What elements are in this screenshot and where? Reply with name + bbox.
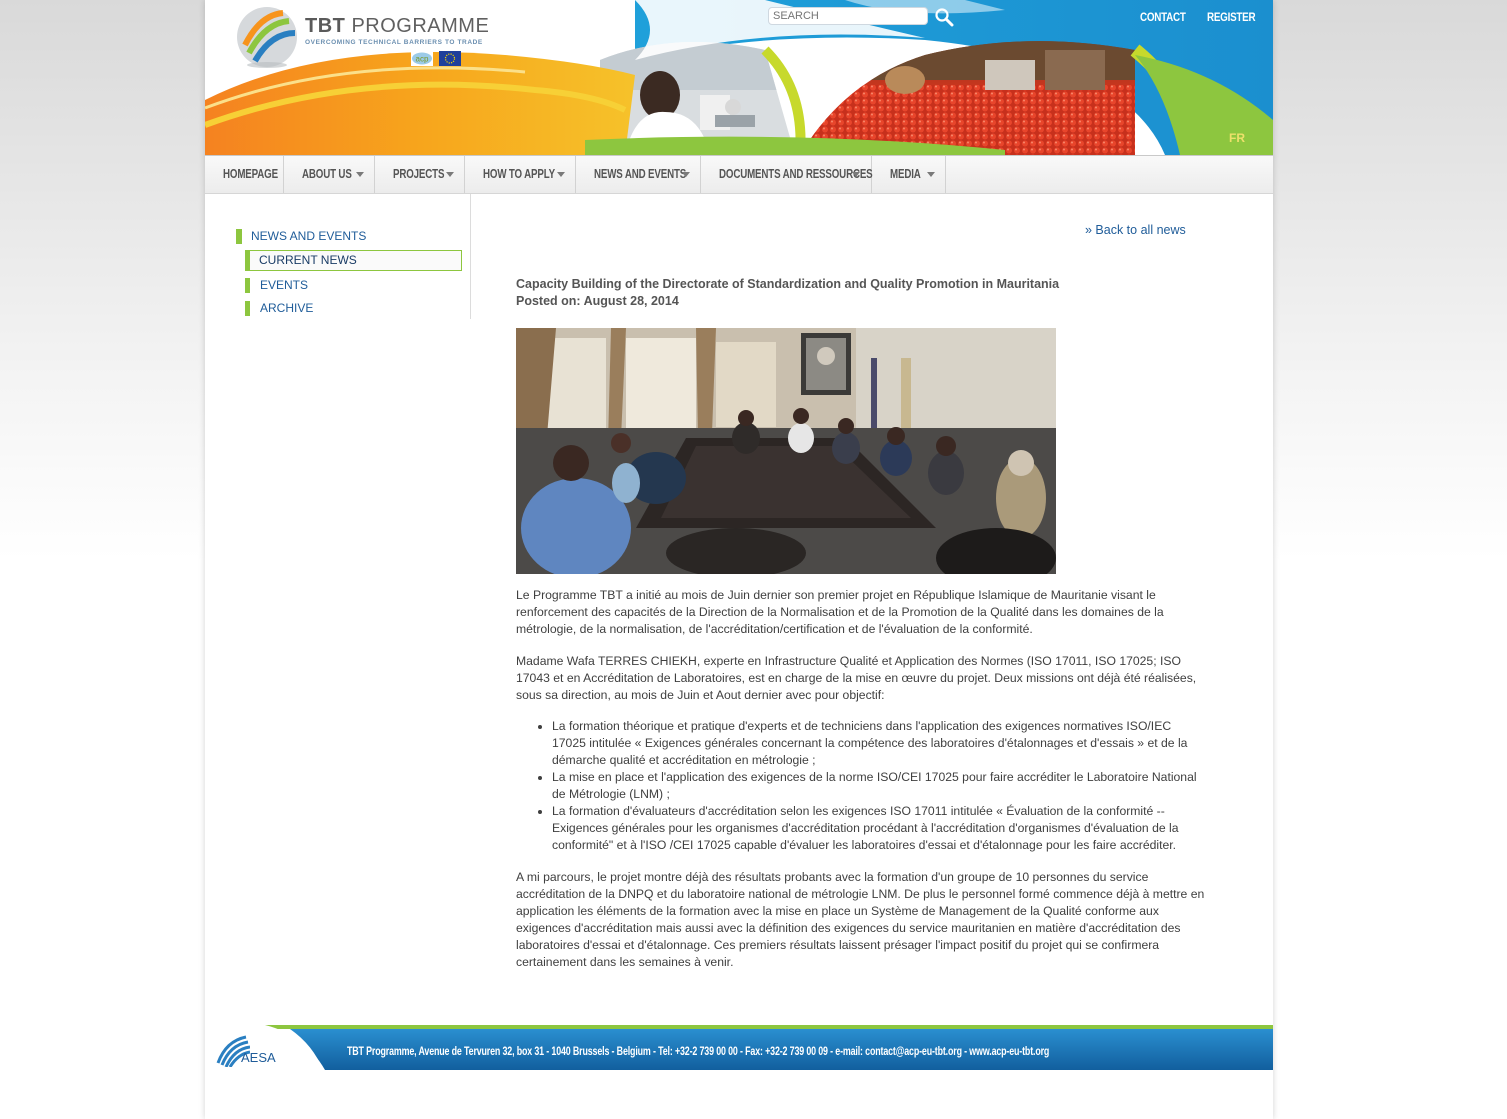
nav-item-label: PROJECTS <box>393 167 445 181</box>
footer <box>205 1025 1273 1070</box>
page-container <box>205 0 1273 1119</box>
chevron-down-icon <box>446 172 454 177</box>
nav-item-media[interactable] <box>872 156 946 193</box>
article-photo <box>516 328 1056 574</box>
nav-item-label: HOW TO APPLY <box>483 167 555 181</box>
logo-subtitle: OVERCOMING TECHNICAL BARRIERS TO TRADE <box>305 39 483 46</box>
nav-item-how-to-apply[interactable] <box>465 156 576 193</box>
acp-logo-icon <box>411 51 433 66</box>
nav-item-news-and-events[interactable] <box>576 156 701 193</box>
chevron-down-icon <box>852 172 860 177</box>
chevron-down-icon <box>927 172 935 177</box>
article-bullet-list <box>516 718 1206 854</box>
sidebar-item-archive[interactable]: ARCHIVE <box>245 301 313 316</box>
list-item: • La formation théorique et pratique d'experts et de techniciens dans l'application des exigences normatives ISO/IEC 17025 intitulée « Exigences générales concernant la compétence des laboratoires d'étalonnages et d'essais » et de la démarche qualité et accréditation en métrologie ; <box>552 718 1206 769</box>
article-paragraph-1: Le Programme TBT a initié au mois de Juin dernier son premier projet en République Islamique de Mauritanie visant le renforcement des capacités de la Direction de la Normalisation et de la Promotion de la Qualité dans les domaines de la métrologie, de la normalisation, de l'accréditation/certification et de l'évaluation de la conformité. <box>516 588 1164 636</box>
sidebar-item-current-news[interactable]: CURRENT NEWS <box>245 250 462 271</box>
logo-title-bold: TBT <box>305 15 346 37</box>
main-nav <box>205 155 1273 194</box>
article-title: Capacity Building of the Directorate of Standardization and Quality Promotion in Mauritania <box>516 277 1060 291</box>
contact-link[interactable]: CONTACT <box>1140 10 1186 24</box>
list-item: • La mise en place et l'application des exigences de la norme ISO/CEI 17025 pour faire accréditer le Laboratoire National de Métrologie (LNM) ; <box>552 769 1206 803</box>
acp-label: acp <box>415 54 429 64</box>
logo-title <box>305 15 489 38</box>
nav-item-label: HOMEPAGE <box>223 167 278 181</box>
back-to-all-news-link[interactable]: » Back to all news <box>1085 223 1186 237</box>
sidebar-item-events[interactable]: EVENTS <box>245 278 308 293</box>
nav-item-label: MEDIA <box>890 167 921 181</box>
tbt-logo-globe-icon <box>235 5 299 69</box>
footer-contact-line: TBT Programme, Avenue de Tervuren 32, box 31 - 1040 Brussels - Belgium - Tel: +32-2 739 00 00 - Fax: +32-2 739 00 09 - e-mail: contact@acp-eu-tbt.org - www.acp-eu-tbt.org <box>347 1044 1050 1058</box>
chevron-down-icon <box>557 172 565 177</box>
nav-item-label: DOCUMENTS AND RESSOURCES <box>719 167 873 181</box>
language-switch-fr[interactable]: FR <box>1229 131 1245 145</box>
eu-flag-icon <box>439 51 461 66</box>
search-input[interactable] <box>768 7 928 25</box>
aesa-label: AESA <box>241 1050 276 1065</box>
article-paragraph-3: A mi parcours, le projet montre déjà des résultats probants avec la formation d'un groupe de 10 personnes du service accréditation de la DNPQ et du laboratoire national de métrologie LNM. De plus le personnel formé commence déjà à mettre en application les éléments de la formation avec la mise en place un Système de Management de la Qualité conforme aux exigences d'accréditation mais aussi avec la définition des exigences du service mauritanien en matière d'accréditation des laboratoires d'essai et d'étalonnage. Ces premiers résultats laissent présager l'impact positif du projet qui se confirmera certainement dans les semaines à venir. <box>516 870 1205 969</box>
nav-item-about-us[interactable] <box>284 156 375 193</box>
logo-title-rest: PROGRAMME <box>345 15 490 37</box>
chevron-down-icon <box>356 172 364 177</box>
sidebar-item-news-and-events[interactable]: NEWS AND EVENTS <box>236 229 366 244</box>
list-item: • La formation d'évaluateurs d'accréditation selon les exigences ISO 17011 intitulée « Évaluation de la conformité -- Exigences générales pour les organismes d'accréditation procédant à l'accréditation d'organismes d'évaluation de la conformité" et à l'ISO /CEI 17025 capable d'évaluer les laboratoires d'essai et d'étalonnage pour les faire accréditer. <box>552 803 1206 854</box>
nav-item-label: NEWS AND EVENTS <box>594 167 687 181</box>
nav-item-documents[interactable] <box>701 156 872 193</box>
nav-item-projects[interactable] <box>375 156 465 193</box>
article-posted-date: Posted on: August 28, 2014 <box>516 294 679 308</box>
nav-item-homepage[interactable] <box>205 156 284 193</box>
chevron-down-icon <box>682 172 690 177</box>
header-banner <box>205 0 1273 155</box>
search-icon[interactable] <box>934 7 954 27</box>
sidebar <box>205 194 471 319</box>
nav-item-label: ABOUT US <box>302 167 352 181</box>
register-link[interactable]: REGISTER <box>1207 10 1256 24</box>
article-paragraph-2: Madame Wafa TERRES CHIEKH, experte en Infrastructure Qualité et Application des Normes (ISO 17011, ISO 17025; ISO 17043 et en Accréditation de Laboratoires, est en charge de la mise en œuvre du projet. Deux missions ont déjà été réalisées, sous sa direction, au mois de Juin et Aout dernier avec pour objectif: <box>516 654 1197 702</box>
